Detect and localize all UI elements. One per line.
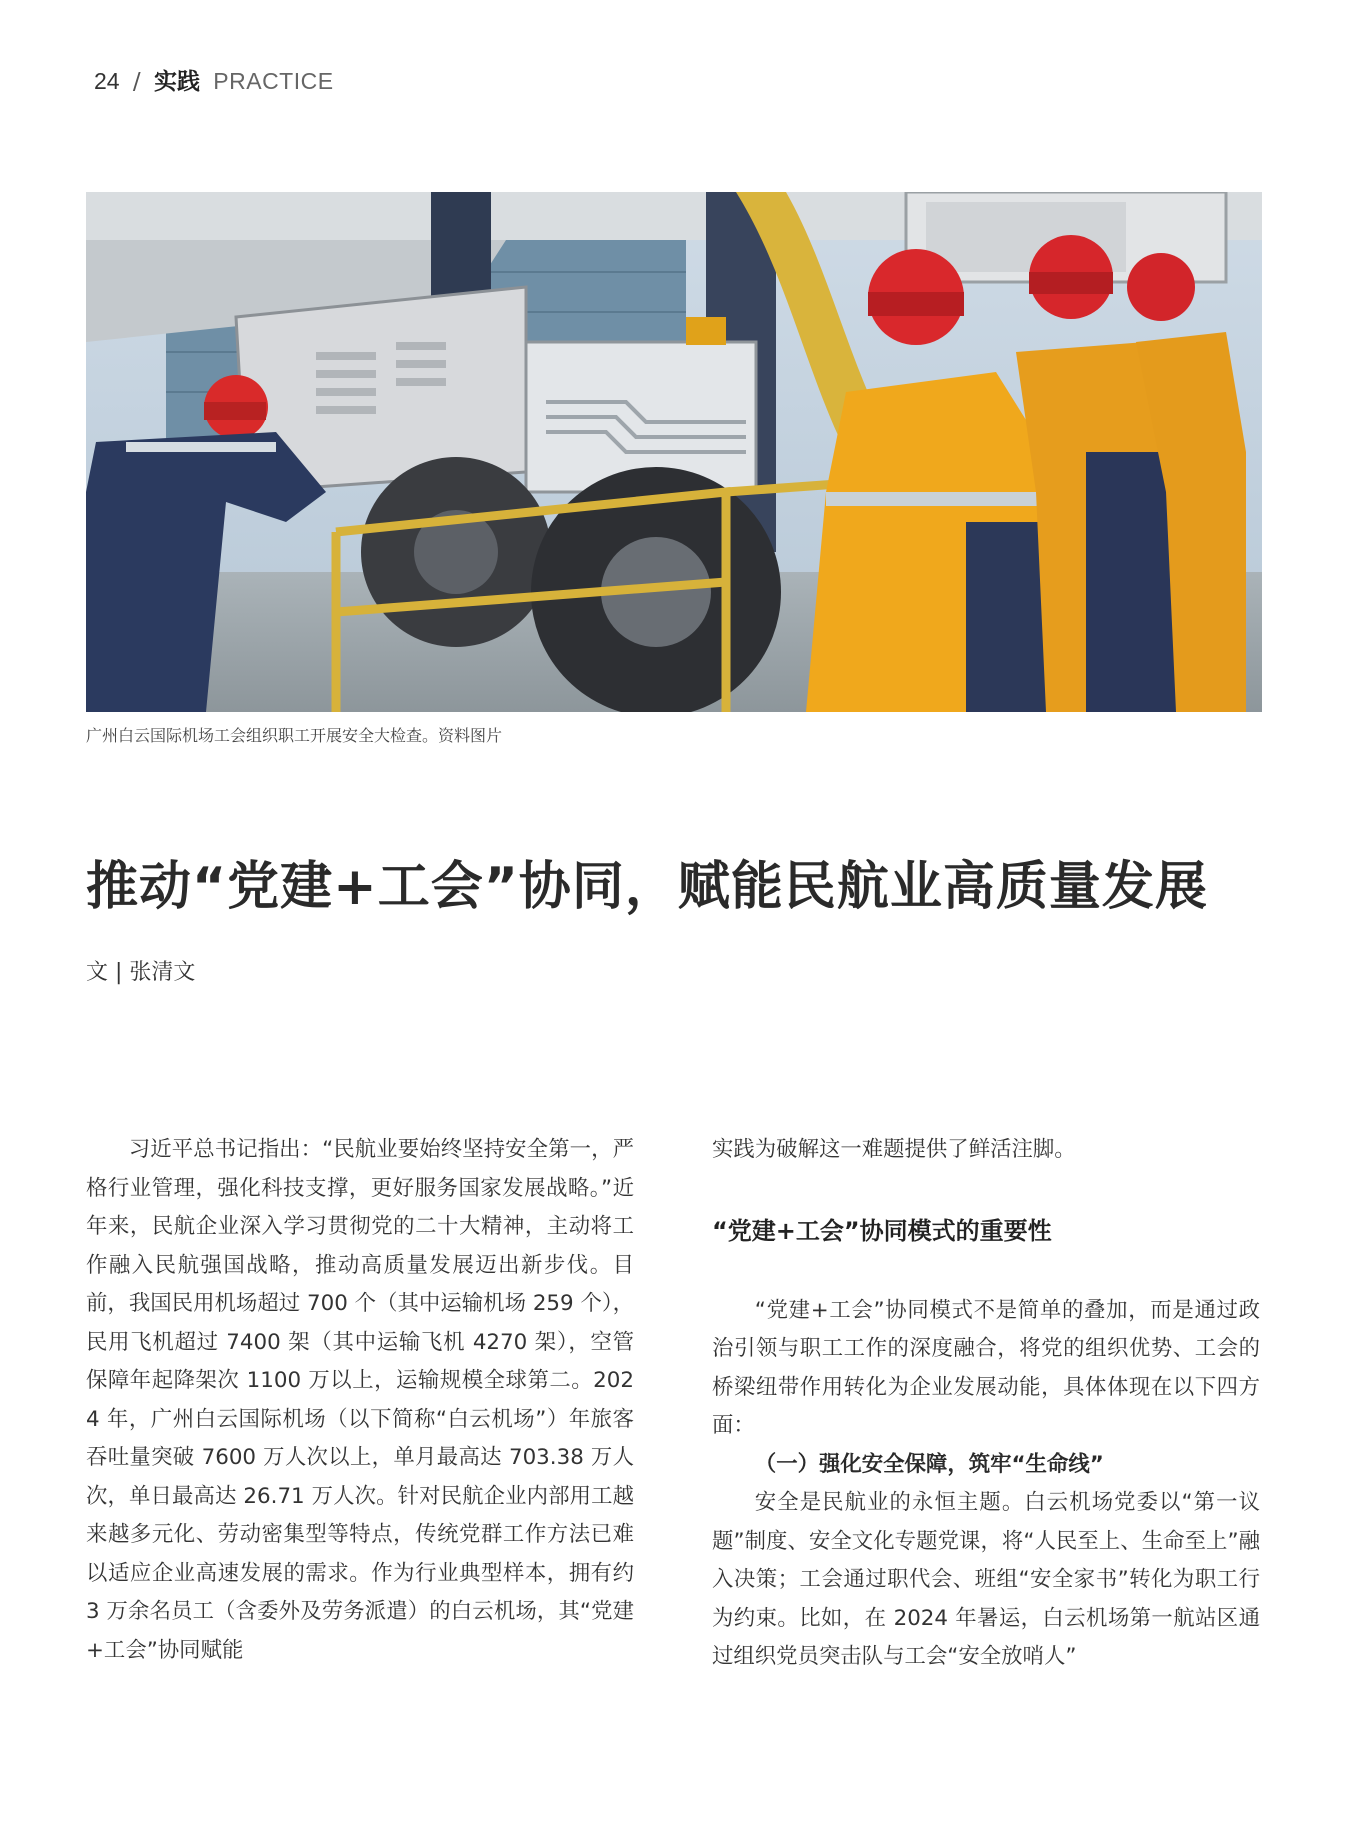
worker-back-helmet	[1127, 253, 1195, 321]
sub-paragraph: 安全是民航业的永恒主题。白云机场党委以“第一议题”制度、安全文化专题党课，将“人民至上、生命至上”融入决策；工会通过职代会、班组“安全家书”转化为职工行为约束。比如，在 2024 年暑运，白云机场第一航站区通过组织党员突击队与工会“安全放哨人”	[712, 1490, 1260, 1669]
article-photo	[86, 192, 1262, 712]
worker-front-stripe	[826, 492, 1066, 506]
photo-illustration	[86, 192, 1262, 712]
page-number: 24	[94, 68, 120, 94]
continuation-paragraph: 实践为破解这一难题提供了鲜活注脚。	[712, 1137, 1076, 1162]
section-heading: “党建+工会”协同模式的重要性	[712, 1216, 1052, 1245]
section-paragraph: “党建+工会”协同模式不是简单的叠加，而是通过政治引领与职工工作的深度融合，将党的组织优势、工会的桥梁纽带作用转化为企业发展动能，具体体现在以下四方面：	[712, 1297, 1260, 1438]
section-name-cn: 实践	[153, 69, 200, 95]
article-byline: 文 | 张清文	[86, 960, 196, 985]
worker-left-reflective-stripe	[126, 442, 276, 452]
header-separator: /	[132, 69, 141, 95]
section-name-en: PRACTICE	[213, 68, 334, 94]
warning-light	[686, 317, 726, 345]
intro-paragraph: 习近平总书记指出：“民航业要始终坚持安全第一，严格行业管理，强化科技支撑，更好服务国家发展战略。”近年来，民航企业深入学习贯彻党的二十大精神，主动将工作融入民航强国战略，推动高质量发展迈出新步伐。目前，我国民用机场超过 700 个（其中运输机场 259 个），民用飞机超过 7400 架（其中运输飞机 4270 架），空管保障年起降架次 1100 万以上，运输规模全球第二。2024 年，广州白云国际机场（以下简称“白云机场”）年旅客吞吐量突破 7600 万人次以上，单月最高达 703.38 万人次，单日最高达 26.71 万人次。针对民航企业内部用工越来越多元化、劳动密集型等特点，传统党群工作方法已难以适应企业高速发展的需求。作为行业典型样本，拥有约 3 万余名员工（含委外及劳务派遣）的白云机场，其“党建+工会”协同赋能	[86, 1137, 634, 1663]
article-title: 推动“党建+工会”协同，赋能民航业高质量发展	[86, 857, 1208, 917]
photo-caption: 广州白云国际机场工会组织职工开展安全大检查。资料图片	[86, 726, 503, 745]
page-header	[94, 66, 334, 97]
column-right	[712, 1131, 1260, 1677]
column-left	[86, 1131, 634, 1670]
subheading: （一）强化安全保障，筑牢“生命线”	[754, 1451, 1104, 1477]
